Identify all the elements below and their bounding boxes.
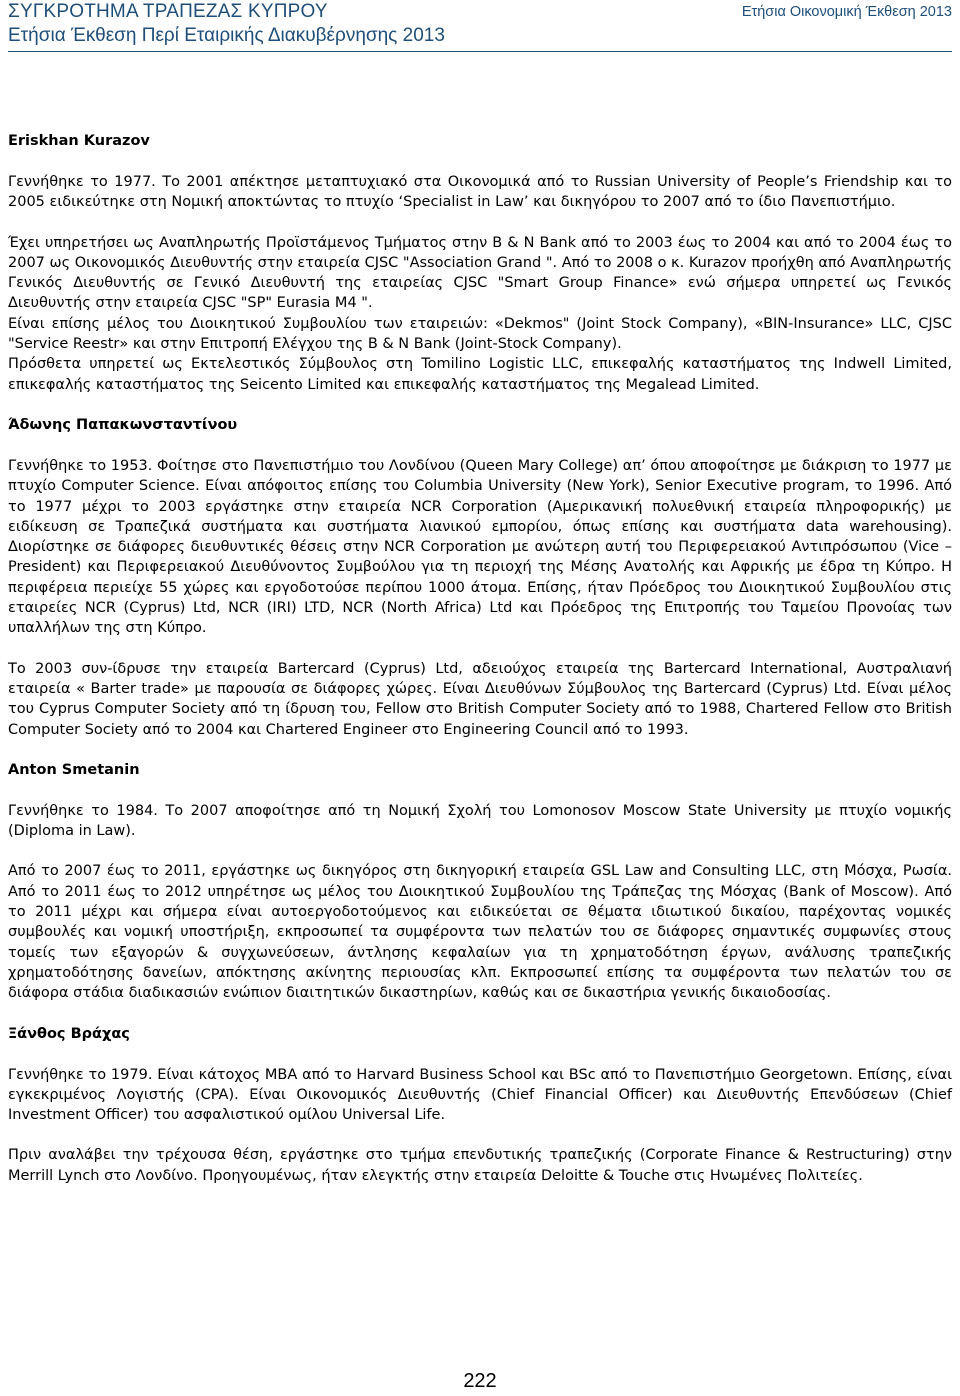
report-title: Ετήσια Έκθεση Περί Εταιρικής Διακυβέρνησης 2013 [8, 25, 445, 46]
bio-paragraph: Έχει υπηρετήσει ως Αναπληρωτής Προϊστάμενος Τμήματος στην B & N Bank από το 2003 έως το 2004 και από το 2004 έως το 2007 ως Οικονομικός Διευθυντής στην εταιρεία CJSC "Association Grand ". Από το 2008 ο κ. Kurazov προήχθη από Αναπληρωτής Γενικός Διευθυντής σε Γενικό Διευθυντή της εταιρείας CJSC "Smart Group Finance» ενώ σήμερα υπηρετεί ως Γενικός Διευθυντής στην εταιρεία CJSC "SP" Eurasia M4 ". [8, 234, 952, 312]
bio-paragraph: Γεννήθηκε το 1979. Είναι κάτοχος MBA από το Harvard Business School και BSc από το Πανεπιστήμιο Georgetown. Επίσης, είναι εγκεκριμένος Λογιστής (CPA). Είναι Οικονομικός Διευθυντής (Chief Financial Officer) και Διευθυντής Επενδύσεων (Chief Investment Officer) του ασφαλιστικού ομίλου Universal Life. [8, 1066, 952, 1124]
bio-paragraph: Γεννήθηκε το 1953. Φοίτησε στο Πανεπιστήμιο του Λονδίνου (Queen Mary College) απ’ όπου αποφοίτησε με διάκριση το 1977 με πτυχίο Computer Science. Είναι απόφοιτος επίσης του Columbia University (New York), Senior Executive program, το 1996. Από το 1977 μέχρι το 2003 εργάστηκε στην εταιρεία NCR Corporation (Αμερικανική πολυεθνική εταιρεία πληροφορικής) με ειδίκευση σε Τραπεζικά συστήματα και συστήματα λιανικού εμπορίου, όπως επίσης και συστήματα data warehousing). Διορίστηκε σε διάφορες διευθυντικές θέσεις στην NCR Corporation με ανώτερη αυτή του Περιφερειακού Αντιπρόσωπου (Vice – President) και Περιφερειακού Διευθύνοντος Συμβούλου για τη περιοχή της Μέσης Ανατολής και Αφρικής με έδρα τη Κύπρο. Η περιφέρεια περιείχε 55 χώρες και εργοδοτούσε περίπου 1000 άτομα. Επίσης, ήταν Πρόεδρος του Διοικητικού Συμβουλίου στις εταιρείες NCR (Cyprus) Ltd, NCR (IRI) LTD, NCR (North Africa) Ltd και Πρόεδρος της Επιτροπής του Ταμείου Προνοίας των υπαλλήλων της στη Κύπρο. [8, 457, 952, 637]
bio-name: Eriskhan Kurazov [8, 133, 150, 149]
page-number: 222 [463, 1370, 497, 1392]
bio-paragraph: Το 2003 συν-ίδρυσε την εταιρεία Bartercard (Cyprus) Ltd, αδειούχος εταιρεία της Bartercard International, Αυστραλιανή εταιρεία « Barter trade» με παρουσία σε διάφορες χώρες. Είναι Διευθύνων Σύμβουλος της Bartercard (Cyprus) Ltd. Είναι μέλος του Cyprus Computer Society από τη ίδρυση του, Fellow στο British Computer Society από το 1988, Chartered Fellow στο British Computer Society από το 2004 και Chartered Engineer στο Engineering Council από το 1993. [8, 660, 952, 738]
bio-paragraph: Πρόσθετα υπηρετεί ως Εκτελεστικός Σύμβουλος στη Tomilino Logistic LLC, επικεφαλής καταστήματος της Indwell Limited, επικεφαλής καταστήματος της Seicento Limited και επικεφαλής καταστήματος της Megalead Limited. [8, 356, 952, 393]
bio-paragraph: Γεννήθηκε το 1977. Το 2001 απέκτησε μεταπτυχιακό στα Οικονομικά από το Russian University of People’s Friendship και το 2005 ειδικεύτηκε στη Νομική αποκτώντας το πτυχίο ‘Specialist in Law’ και δικηγόρου το 2007 από το ίδιο Πανεπιστήμιο. [8, 174, 952, 211]
bio-anton-smetanin [8, 760, 952, 1004]
bio-paragraph: Είναι επίσης μέλος του Διοικητικού Συμβουλίου των εταιρειών: «Dekmos" (Joint Stock Company), «BIN-Insurance» LLC, CJSC "Service Reestr» και στην Επιτροπή Ελέγχου της B & N Bank (Joint-Stock Company). [8, 315, 952, 353]
bio-eriskhan-kurazov [8, 131, 952, 395]
bio-adonis-papakonstantinou [8, 415, 952, 740]
bio-name: Anton Smetanin [8, 761, 140, 778]
bio-name: Ξάνθος Βράχας [8, 1025, 130, 1042]
bio-paragraph: Από το 2007 έως το 2011, εργάστηκε ως δικηγόρος στη δικηγορική εταιρεία GSL Law and Consulting LLC, στη Μόσχα, Ρωσία. Από το 2011 έως το 2012 υπηρέτησε ως μέλος του Διοικητικού Συμβουλίου της Τράπεζας της Μόσχας (Bank of Moscow). Από το 2011 μέχρι και σήμερα είναι αυτοεργοδοτούμενος και ειδικεύεται σε θέματα ιδιωτικού δικαίου, παρέχοντας νομικές συμβουλές και νομική υποστήριξη, εκπροσωπεί τα συμφέροντα των πελατών του σε διάφορες σημαντικές συμφωνίες στους τομείς των εξαγορών & συγχωνεύσεων, άντλησης κεφαλαίων για τη χρηματοδότηση έργων, ανάλυσης τραπεζικής χρηματοδότησης δανείων, απόκτησης ακίνητης περιουσίας κλπ. Εκπροσωπεί επίσης τα συμφέροντα των πελατών του σε διάφορα στάδια διαδικασιών ενώπιον διαιτητικών δικαστηρίων, καθώς και σε δικαστήρια γενικής δικαιοδοσίας. [8, 863, 952, 1002]
bio-name: Άδωνης Παπακωνσταντίνου [8, 416, 238, 433]
company-name: ΣΥΓΚΡΟΤΗΜΑ ΤΡΑΠΕΖΑΣ ΚΥΠΡΟΥ [8, 1, 328, 22]
annual-report-label: Ετήσια Οικονομική Έκθεση 2013 [741, 4, 952, 20]
bio-paragraph: Γεννήθηκε το 1984. Το 2007 αποφοίτησε από τη Νομική Σχολή του Lomonosov Moscow State University με πτυχίο νομικής (Diploma in Law). [8, 802, 952, 840]
bio-xanthos-vrachas [8, 1024, 952, 1186]
header-divider [8, 51, 952, 52]
document-body [8, 131, 952, 1206]
bio-paragraph: Πριν αναλάβει την τρέχουσα θέση, εργάστηκε στο τμήμα επενδυτικής τραπεζικής (Corporate Finance & Restructuring) στην Merrill Lynch στο Λονδίνο. Προηγουμένως, ήταν ελεγκτής στην εταιρεία Deloitte & Touche στις Ηνωμένες Πολιτείες. [8, 1147, 952, 1184]
